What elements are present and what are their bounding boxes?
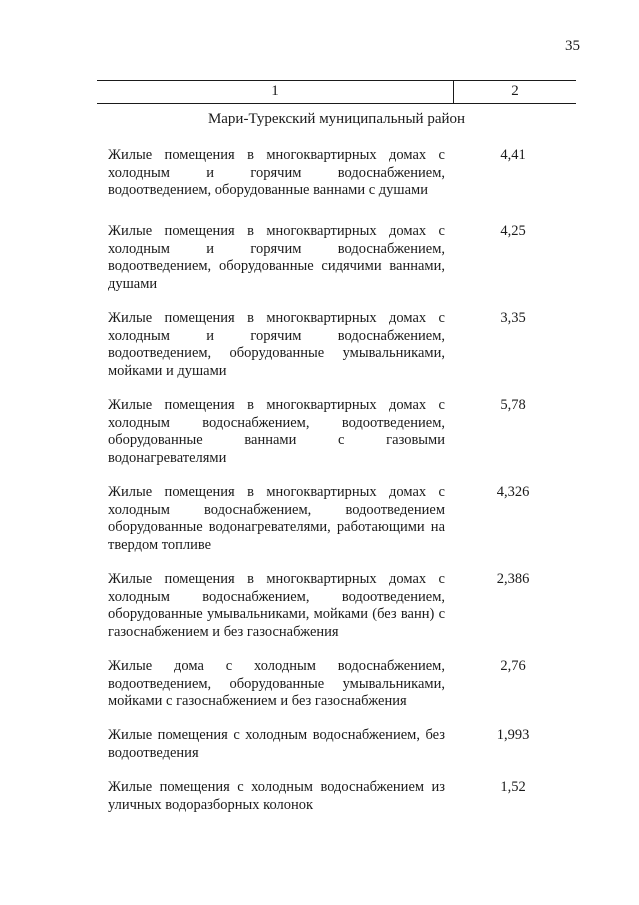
- row-description: Жилые помещения в многоквартирных домах с холодным и горячим водоснабжением, водоотведением, оборудованные сидячими ваннами, душами: [108, 223, 445, 292]
- row-description: Жилые помещения в многоквартирных домах с холодным и горячим водоснабжением, водоотведением, оборудованные умывальниками, мойками и душами: [108, 310, 445, 379]
- row-value: 4,41: [500, 147, 526, 163]
- row-value: 1,993: [496, 727, 530, 743]
- row-description: Жилые помещения в многоквартирных домах с холодным водоснабжением, водоотведением, оборудованные умывальниками, мойками (без ванн) с газоснабжением и без газоснабжения: [108, 571, 445, 640]
- header-column-2: 2: [511, 83, 519, 99]
- row-value: 4,326: [496, 484, 530, 500]
- row-value: 5,78: [500, 397, 526, 413]
- row-description: Жилые помещения в многоквартирных домах с холодным водоснабжением, водоотведением, оборудованные ваннами с газовыми водонагревателями: [108, 397, 445, 466]
- row-value: 4,25: [500, 223, 526, 239]
- row-description: Жилые дома с холодным водоснабжением, водоотведением, оборудованные умывальниками, мойками с газоснабжением и без газоснабжения: [108, 658, 445, 709]
- header-column-1: 1: [271, 83, 279, 99]
- row-value: 2,386: [496, 571, 530, 587]
- row-value: 2,76: [500, 658, 526, 674]
- row-description: Жилые помещения с холодным водоснабжением, без водоотведения: [108, 727, 445, 761]
- row-description: Жилые помещения с холодным водоснабжением из уличных водоразборных колонок: [108, 779, 445, 813]
- header-bottom-rule: [97, 103, 576, 104]
- row-description: Жилые помещения в многоквартирных домах с холодным водоснабжением, водоотведением оборудованные водонагревателями, работающими на твердом топливе: [108, 484, 445, 553]
- row-value: 3,35: [500, 310, 526, 326]
- page-number: 35: [565, 38, 580, 54]
- row-value: 1,52: [500, 779, 526, 795]
- row-description: Жилые помещения в многоквартирных домах с холодным и горячим водоснабжением, водоотведением, оборудованные ваннами с душами: [108, 147, 445, 198]
- section-title: Мари-Турекский муниципальный район: [207, 111, 466, 127]
- header-top-rule: [97, 80, 576, 81]
